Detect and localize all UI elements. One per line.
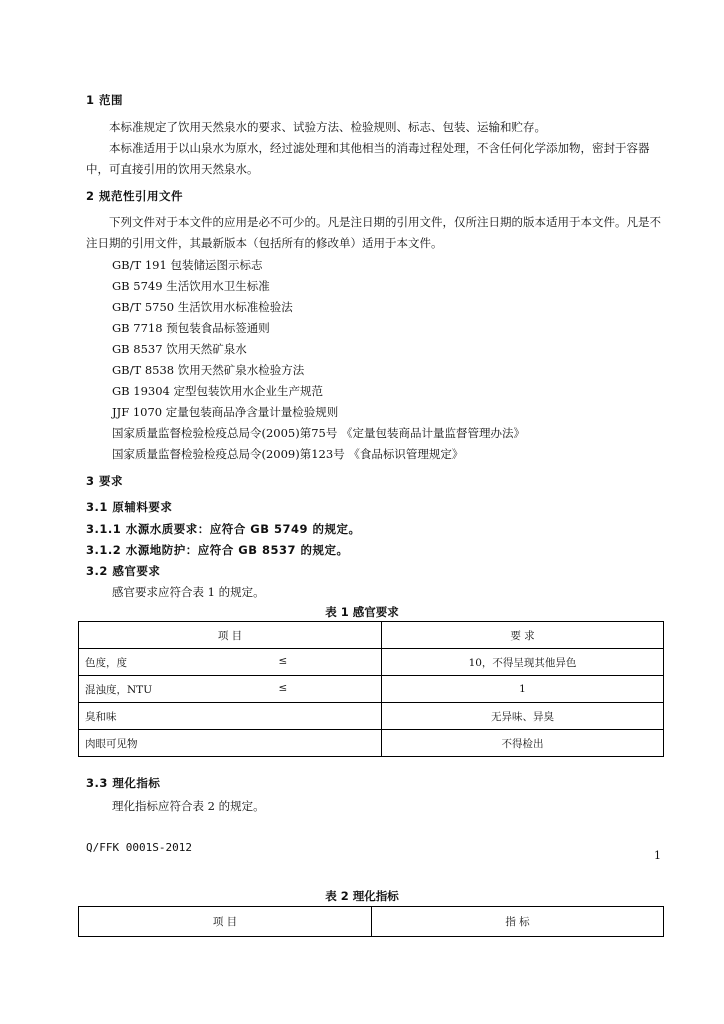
section-3-1-2: 3.1.2 水源地防护：应符合 GB 8537 的规定。: [86, 543, 349, 557]
table-row: [79, 730, 664, 757]
section-1-para-1: 本标准规定了饮用天然泉水的要求、试验方法、检验规则、标志、包装、运输和贮存。: [109, 120, 546, 134]
table-cell-item: 臭和味: [79, 703, 382, 730]
table-header-requirement: 要 求: [382, 622, 664, 649]
section-1-title: 1 范围: [86, 93, 124, 107]
section-1-para-2: 本标准适用于以山泉水为原水，经过滤处理和其他相当的消毒过程处理，不含任何化学添加物，密封于容器中，可直接引用的饮用天然泉水。: [86, 141, 650, 176]
table-row: [79, 649, 664, 676]
section-3-3-title: 3.3 理化指标: [86, 776, 161, 790]
item-label: 混浊度，NTU: [85, 683, 153, 696]
table-1: [78, 621, 664, 757]
table-2-caption: 表 2 理化指标: [325, 889, 399, 903]
document-code: Q/FFK 0001S-2012: [86, 841, 192, 854]
table-cell-item: [79, 676, 382, 703]
table-cell-item: [79, 649, 382, 676]
table-cell-requirement: 无异味、异臭: [382, 703, 664, 730]
item-label: 色度，度: [85, 656, 127, 669]
table-header-item: 项 目: [79, 907, 372, 937]
reference-item: GB 19304 定型包装饮用水企业生产规范: [112, 384, 324, 398]
reference-item: 国家质量监督检验检疫总局令(2005)第75号 《定量包装商品计量监督管理办法》: [112, 426, 526, 440]
section-3-3-text: 理化指标应符合表 2 的规定。: [112, 799, 265, 813]
reference-item: JJF 1070 定量包装商品净含量计量检验规则: [112, 405, 339, 419]
section-2-title: 2 规范性引用文件: [86, 189, 184, 203]
operator-symbol: ≤: [278, 654, 288, 667]
table-row: [79, 703, 664, 730]
table-cell-requirement: 不得检出: [382, 730, 664, 757]
section-2-para: 下列文件对于本文件的应用是必不可少的。凡是注日期的引用文件，仅所注日期的版本适用于本文件。凡是不注日期的引用文件，其最新版本（包括所有的修改单）适用于本文件。: [86, 215, 661, 250]
reference-item: GB/T 5750 生活饮用水标准检验法: [112, 300, 293, 314]
reference-item: GB/T 191 包装储运图示标志: [112, 258, 263, 272]
table-1-caption: 表 1 感官要求: [325, 605, 399, 619]
reference-item: GB/T 8538 饮用天然矿泉水检验方法: [112, 363, 305, 377]
section-3-2-title: 3.2 感官要求: [86, 564, 161, 578]
table-header-index: 指 标: [372, 907, 664, 937]
table-header-item: 项 目: [79, 622, 382, 649]
reference-item: 国家质量监督检验检疫总局令(2009)第123号 《食品标识管理规定》: [112, 447, 464, 461]
table-2: [78, 906, 664, 937]
section-3-1-1: 3.1.1 水源水质要求：应符合 GB 5749 的规定。: [86, 522, 361, 536]
reference-item: GB 8537 饮用天然矿泉水: [112, 342, 247, 356]
page-number: 1: [654, 849, 661, 862]
table-header-row: [79, 907, 664, 937]
table-cell-requirement: 10，不得呈现其他异色: [382, 649, 664, 676]
reference-item: GB 7718 预包装食品标签通则: [112, 321, 270, 335]
table-cell-item: 肉眼可见物: [79, 730, 382, 757]
section-3-2-text: 感官要求应符合表 1 的规定。: [112, 585, 265, 599]
section-3-title: 3 要求: [86, 474, 124, 488]
table-header-row: [79, 622, 664, 649]
reference-item: GB 5749 生活饮用水卫生标准: [112, 279, 270, 293]
table-row: [79, 676, 664, 703]
table-cell-requirement: 1: [382, 676, 664, 703]
operator-symbol: ≤: [278, 681, 288, 694]
section-3-1-title: 3.1 原辅料要求: [86, 500, 173, 514]
